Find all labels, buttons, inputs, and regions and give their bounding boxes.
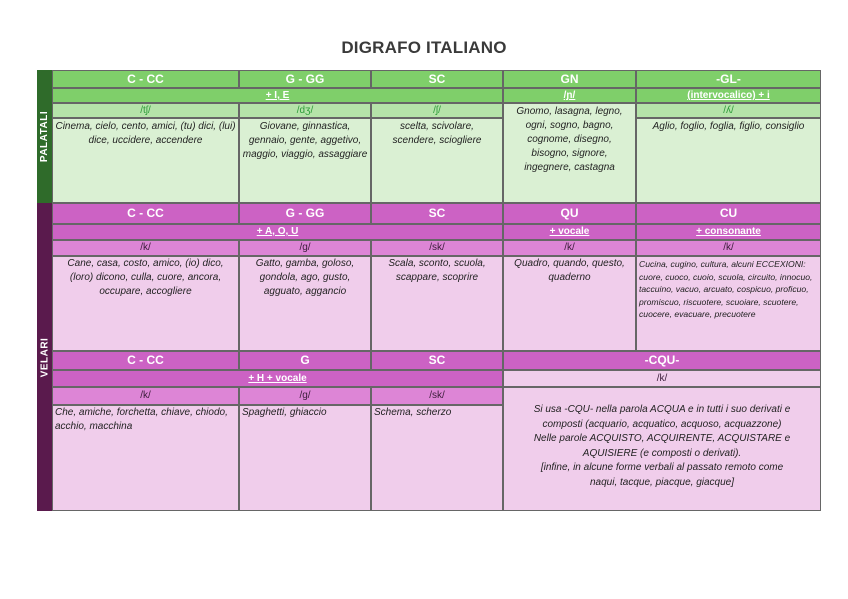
palatali-examples-c: Cinema, cielo, cento, amici, (tu) dici, (lui) dice, uccidere, accendere xyxy=(52,118,239,203)
palatali-header-sc: SC xyxy=(371,70,503,88)
velari-header2-cqu: -CQU- xyxy=(503,351,821,370)
velari-header-qu: QU xyxy=(503,203,636,224)
velari-header-c-cc: C - CC xyxy=(52,203,239,224)
cqu-line: [infine, in alcune forme verbali al passato remoto come xyxy=(540,462,784,474)
velari-examples-sc: Scala, sconto, scuola, scappare, scoprire xyxy=(371,256,503,351)
velari-examples2-c: Che, amiche, forchetta, chiave, chiodo, acchio, macchina xyxy=(52,405,239,511)
palatali-ipa-gl: /ʎ/ xyxy=(636,103,821,118)
velari-ipa2-cqu: /k/ xyxy=(503,370,821,387)
velari-ipa2-c: /k/ xyxy=(52,387,239,405)
palatali-examples-gn: Gnomo, lasagna, legno, ogni, sogno, bagno, cognome, disegno, bisogno, signore, ingegnere, castagna xyxy=(503,103,636,203)
velari-ipa-qu: /k/ xyxy=(503,240,636,256)
page-title: DIGRAFO ITALIANO xyxy=(341,38,507,57)
palatali-ipa-sc: /ʃ/ xyxy=(371,103,503,118)
velari-ipa-c: /k/ xyxy=(52,240,239,256)
velari-side-label: VELARI xyxy=(37,203,52,511)
velari-examples-qu: Quadro, quando, questo, quaderno xyxy=(503,256,636,351)
palatali-ipa-g: /dʒ/ xyxy=(239,103,371,118)
palatali-examples-g: Giovane, ginnastica, gennaio, gente, aggetivo, maggio, viaggio, assaggiare xyxy=(239,118,371,203)
velari-header-cu: CU xyxy=(636,203,821,224)
palatali-sub-ie: + I, E xyxy=(52,88,503,103)
palatali-sub-gn: /ɲ/ xyxy=(503,88,636,103)
velari-ipa2-sc: /sk/ xyxy=(371,387,503,405)
palatali-examples-sc: scelta, scivolare, scendere, sciogliere xyxy=(371,118,503,203)
palatali-header-g-gg: G - GG xyxy=(239,70,371,88)
palatali-header-gl: -GL- xyxy=(636,70,821,88)
velari-examples-g: Gatto, gamba, goloso, gondola, ago, gusto, agguato, aggancio xyxy=(239,256,371,351)
velari-examples-c: Cane, casa, costo, amico, (io) dico, (loro) dicono, culla, cuore, ancora, occupare, accogliere xyxy=(52,256,239,351)
palatali-side-label: PALATALI xyxy=(37,70,52,203)
cqu-line: AQUISIERE (e composti o derivati). xyxy=(582,447,742,459)
cqu-line: composti (acquario, acquatico, acquoso, acquazzone) xyxy=(542,418,782,430)
velari-examples2-sc: Schema, scherzo xyxy=(371,405,503,511)
velari-header2-g: G xyxy=(239,351,371,370)
velari-header-g-gg: G - GG xyxy=(239,203,371,224)
velari-sub-aou: + A, O, U xyxy=(52,224,503,240)
velari-examples2-g: Spaghetti, ghiaccio xyxy=(239,405,371,511)
velari-sub2-h-vocale: + H + vocale xyxy=(52,370,503,387)
velari-ipa-sc: /sk/ xyxy=(371,240,503,256)
velari-header2-c-cc: C - CC xyxy=(52,351,239,370)
velari-ipa2-g: /g/ xyxy=(239,387,371,405)
velari-examples-cu: Cucina, cugino, cultura, alcuni ECCEXIONI: cuore, cuoco, cuoio, scuola, circuito, innocuo, taccuino, vacuo, arcuato, cospicuo, proficuo, promiscuo, riscuotere, scuoiare, scuotere, cuocere, evacuare, precuotere xyxy=(636,256,821,351)
palatali-header-c-cc: C - CC xyxy=(52,70,239,88)
velari-header2-sc: SC xyxy=(371,351,503,370)
velari-cqu-explanation xyxy=(503,387,821,511)
velari-sub-vocale: + vocale xyxy=(503,224,636,240)
palatali-ipa-c: /tʃ/ xyxy=(52,103,239,118)
palatali-examples-gl: Aglio, foglio, foglia, figlio, consiglio xyxy=(636,118,821,203)
cqu-line: Si usa -CQU- nella parola ACQUA e in tutti i suo derivati e xyxy=(533,404,791,415)
palatali-sub-gl: (intervocalico) + i xyxy=(636,88,821,103)
velari-ipa-g: /g/ xyxy=(239,240,371,256)
velari-header-sc: SC xyxy=(371,203,503,224)
velari-sub-consonante: + consonante xyxy=(636,224,821,240)
velari-ipa-cu: /k/ xyxy=(636,240,821,256)
cqu-line: Nelle parole ACQUISTO, ACQUIRENTE, ACQUISTARE e xyxy=(533,433,791,445)
cqu-line: naqui, tacque, piacque, giacque] xyxy=(590,476,734,488)
palatali-header-gn: GN xyxy=(503,70,636,88)
